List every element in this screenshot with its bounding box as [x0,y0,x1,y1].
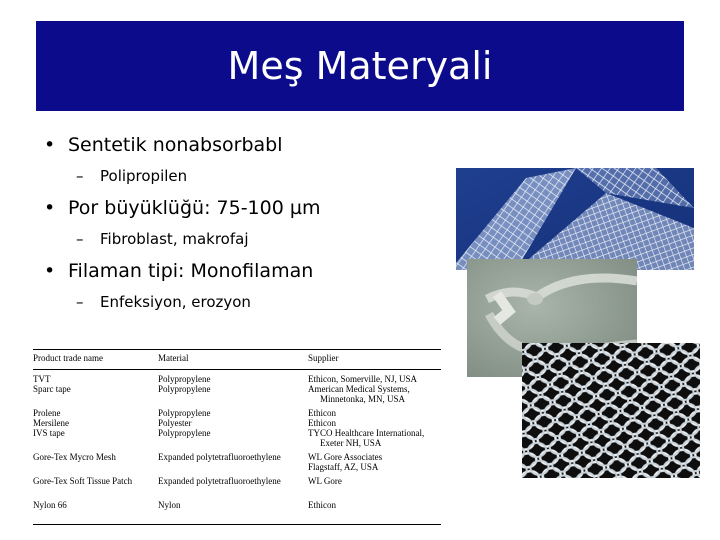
sub-glyph: – [76,230,84,248]
sub-text: Polipropilen [100,167,188,185]
table-row [33,462,441,472]
cell-supplier: Flagstaff, AZ, USA [308,462,379,472]
cell-supplier: Ethicon, Somerville, NJ, USA [308,374,417,384]
cell-product: Sparc tape [33,384,71,394]
cell-product: Prolene [33,408,61,418]
table-row [33,472,441,486]
cell-material: Expanded polytetrafluoroethylene [158,452,281,462]
cell-product: Gore-Tex Soft Tissue Patch [33,476,133,486]
cell-material: Polypropylene [158,408,211,418]
bullet-3 [44,260,313,282]
cell-material [158,394,308,404]
cell-product: Mersilene [33,418,69,428]
bullet-text: Por büyüklüğü: 75-100 µm [68,197,321,219]
cell-product: TVT [33,374,51,384]
table-row [33,384,441,394]
cell-material: Nylon [158,486,308,525]
bullet-glyph: • [44,134,56,156]
bullet-2 [44,197,320,219]
sub-text: Fibroblast, makrofaj [100,230,249,248]
table-row [33,448,441,462]
cell-supplier: TYCO Healthcare International, [308,428,425,438]
sub-glyph: – [76,167,84,185]
bullet-text: Sentetik nonabsorbabl [68,134,283,156]
table-row [33,404,441,418]
cell-supplier: Ethicon [308,486,441,525]
cell-supplier: WL Gore [308,476,342,486]
cell-supplier: Minnetonka, MN, USA [320,394,405,404]
cell-product: Gore-Tex Mycro Mesh [33,452,116,462]
cell-material: Expanded polytetrafluoroethylene [158,476,281,486]
cell-material [158,462,308,472]
cell-supplier: American Medical Systems, [308,384,410,394]
table-row [33,370,441,385]
mesh-closeup-photo [522,343,700,478]
cell-product [33,438,158,448]
cell-material: Polypropylene [158,374,211,384]
header-material: Material [158,350,308,370]
cell-material: Polypropylene [158,384,211,394]
cell-product: Nylon 66 [33,486,158,525]
table-header-row [33,350,441,370]
bullet-glyph: • [44,260,56,282]
table-row [33,418,441,428]
cell-material: Polyester [158,418,192,428]
table-row [33,394,441,404]
header-supplier: Supplier [308,350,441,370]
bullet-1 [44,134,283,156]
table-row [33,428,441,438]
header-product: Product trade name [33,350,158,370]
slide-title: Meş Materyali [227,44,493,88]
sub-bullet-2 [76,230,249,248]
mesh-products-table [33,349,441,525]
sub-bullet-3 [76,293,251,311]
bullet-glyph: • [44,197,56,219]
sub-bullet-1 [76,167,187,185]
cell-product: IVS tape [33,428,65,438]
cell-supplier: Ethicon [308,408,336,418]
cell-product [33,462,158,472]
table-row [33,438,441,448]
sub-glyph: – [76,293,84,311]
cell-supplier: Exeter NH, USA [320,438,382,448]
title-bar [36,21,684,111]
mesh-sheets-photo [456,168,694,270]
cell-product [33,394,158,404]
table-row [33,486,441,525]
cell-material [158,438,308,448]
cell-material: Polypropylene [158,428,211,438]
sub-text: Enfeksiyon, erozyon [100,293,251,311]
bullet-text: Filaman tipi: Monofilaman [68,260,314,282]
cell-supplier: WL Gore Associates [308,452,383,462]
cell-supplier: Ethicon [308,418,336,428]
